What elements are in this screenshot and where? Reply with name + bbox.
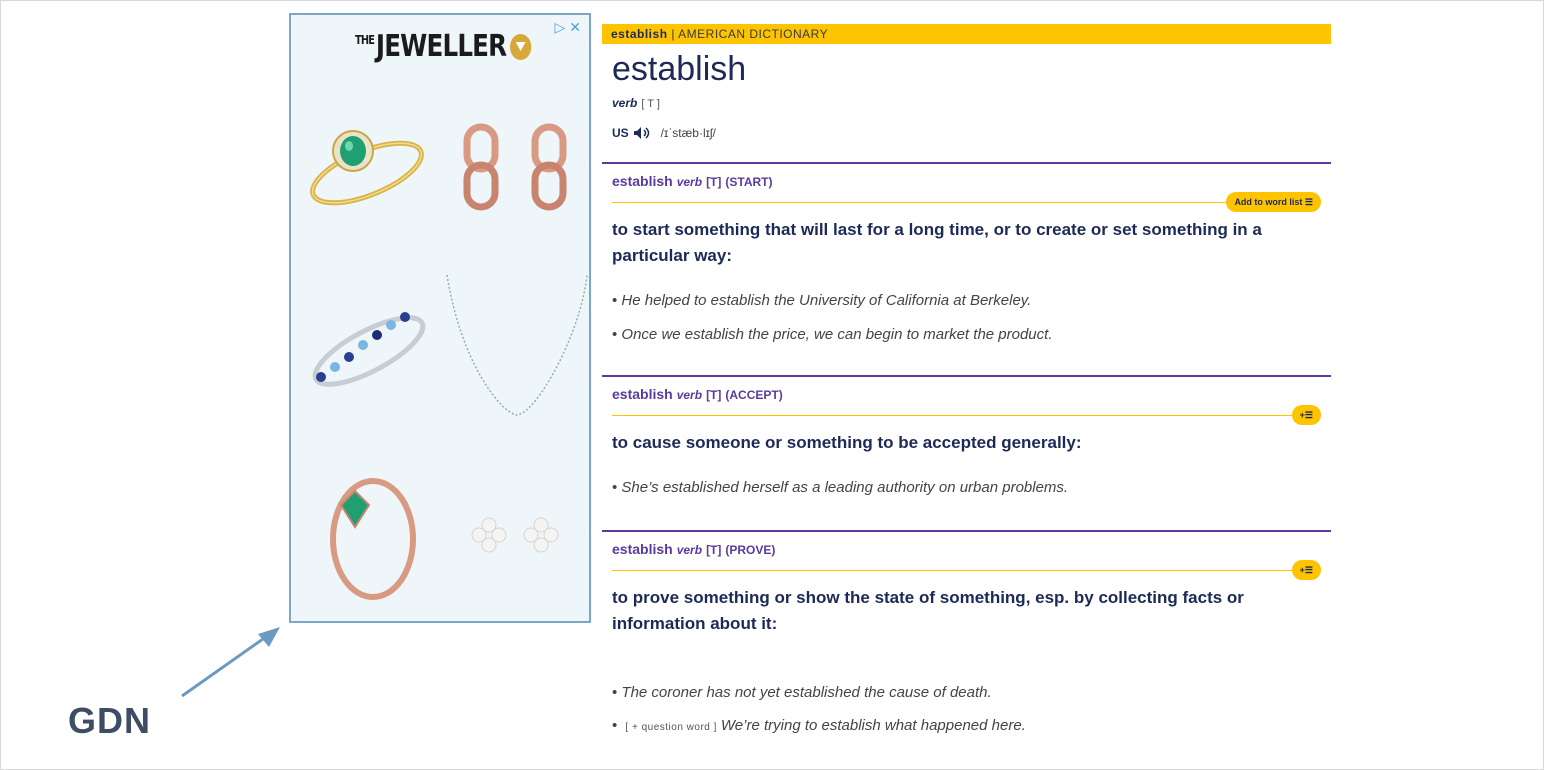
header-word: establish (611, 27, 668, 41)
example-sentence-labeled: • [ + question word ] We’re trying to establish what happened here. (612, 717, 1026, 734)
definition: to prove something or show the state of something, esp. by collecting facts or information about it: (612, 588, 1244, 633)
example-sentence: • The coroner has not yet established the cause of death. (612, 684, 992, 701)
example-sentence: • She’s established herself as a leading authority on urban problems. (612, 479, 1069, 496)
add-to-word-list-button[interactable]: +☰ (1292, 405, 1321, 425)
definition: to cause someone or something to be accepted generally: (612, 433, 1082, 452)
definition: to start something that will last for a long time, or to create or set something in a particular way: (612, 220, 1262, 265)
region-label: US (612, 126, 629, 140)
brand-name: JEWELLER (375, 29, 507, 64)
add-to-word-list-button[interactable]: +☰ (1292, 560, 1321, 580)
grammar-code: [ T ] (641, 98, 660, 110)
example-sentence: • Once we establish the price, we can begin to market the product. (612, 326, 1053, 343)
ad-choices-icon[interactable]: ▷✕ (554, 19, 585, 35)
grammar-label: [ + question word ] (625, 722, 717, 733)
brand-small: THE (355, 33, 375, 47)
sense-title: establish verb [T] (START) (612, 173, 773, 189)
example-sentence: • He helped to establish the University of California at Berkeley. (612, 292, 1032, 309)
header-dictionary-name: | AMERICAN DICTIONARY (667, 27, 829, 41)
add-to-word-list-button[interactable]: Add to word list ☰ (1226, 192, 1321, 212)
ipa-text: /ɪˈstæb·lɪʃ/ (660, 126, 716, 140)
gdn-label: GDN (68, 700, 151, 741)
headword: establish (612, 50, 747, 88)
part-of-speech: verb [ T ] (612, 96, 660, 110)
sense-title: establish verb [T] (ACCEPT) (612, 386, 783, 402)
sense-title: establish verb [T] (PROVE) (612, 541, 776, 557)
